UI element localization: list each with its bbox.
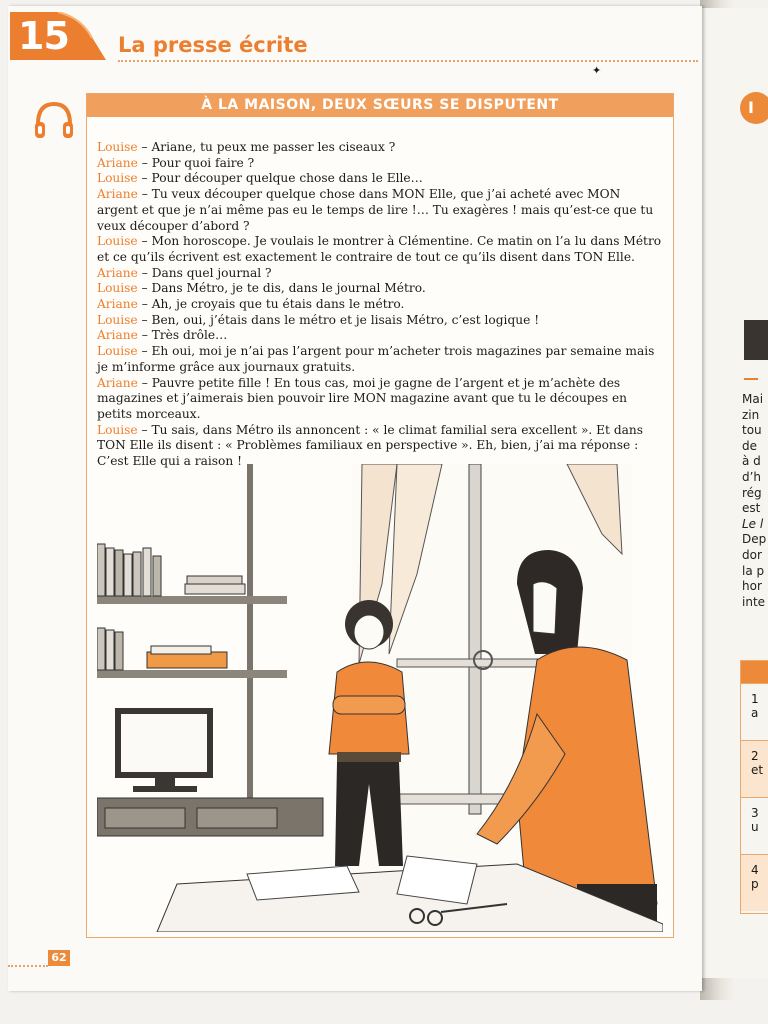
speaker-name: Louise [97,422,138,437]
dialog-line [97,281,663,297]
dialog-line [97,171,663,187]
line-text: – Mon horoscope. Je voulais le montrer à Clémentine. Ce matin on l’a lu dans Métro et ce qu’ils écrivent est exactement le contraire de tout ce qu’ils disent dans TON Elle. [97,234,662,264]
dialog-line [97,423,663,470]
page-number: 62 [48,950,70,966]
dialog-text [97,140,663,470]
speaker-name: Louise [97,281,138,296]
line-text: – Eh oui, moi je n’ai pas l’argent pour m’acheter trois magazines par semaine mais je m’informe grâce aux journaux gratuits. [97,344,655,374]
speaker-name: Ariane [97,297,138,312]
speaker-name: Louise [97,234,138,249]
speaker-name: Ariane [97,265,138,280]
line-text: – Ah, je croyais que tu étais dans le métro. [137,297,405,312]
arrow-icon [744,378,758,380]
speaker-name: Louise [97,344,138,359]
dialog-line [97,187,663,234]
text-line: zin [742,407,760,422]
speaker-name: Ariane [97,155,138,170]
line-text: – Très drôle… [137,328,228,343]
line-text: – Dans quel journal ? [137,265,272,280]
small-mark: ✦ [592,64,602,77]
box-heading: À LA MAISON, DEUX SŒURS SE DISPUTENT [87,94,673,117]
text-line: rég [742,485,762,500]
line-text: – Tu sais, dans Métro ils annoncent : « le climat familial sera excellent ». Et dans TON Elle ils disent : « Problèmes familiaux en perspective ». Eh, bien, j’ai ma réponse : C’est Elle qui a raison ! [97,422,643,469]
speaker-name: Ariane [97,328,138,343]
line-text: – Pour quoi faire ? [137,155,255,170]
title-divider [118,60,698,62]
text-line: Le l [742,516,764,531]
dialog-line [97,156,663,172]
line-text: – Ben, oui, j’étais dans le métro et je lisais Métro, c’est logique ! [137,312,540,327]
dialog-line [97,297,663,313]
text-line: est [742,501,761,516]
speaker-name: Ariane [97,375,138,390]
line-text: – Ariane, tu peux me passer les ciseaux ? [137,140,396,154]
text-line: tou [742,423,762,438]
right-page-text [742,392,768,610]
table-row: 3 u [741,797,768,854]
text-line: de [742,438,757,453]
dialog-line [97,266,663,282]
speaker-name: Louise [97,171,138,186]
table-row: 2 et [741,740,768,797]
dialog-line [97,376,663,423]
table-row: 1 a [741,683,768,740]
line-text: – Tu veux découper quelque chose dans MON Elle, que j’ai acheté avec MON argent et que je n’ai même pas eu le temps de lire !… Tu exagères ! mais qu’est-ce que tu veux découper d’abord ? [97,187,654,233]
dialog-line [97,313,663,329]
table-header [741,661,768,683]
dialog-line [97,328,663,344]
speaker-name: Ariane [97,187,138,202]
table-row: 4 p [741,854,768,911]
headphones-icon [32,98,76,142]
text-line: à d [742,454,761,469]
text-line: la p [742,563,765,578]
dialog-line [97,234,663,265]
speaker-name: Louise [97,312,138,327]
line-text: – Pour découper quelque chose dans le Elle… [137,171,423,186]
text-line: hor [742,579,762,594]
right-page-image-fragment [744,320,768,360]
text-line: dor [742,547,762,562]
page-number-divider [8,965,48,967]
right-page-badge: I [740,92,768,124]
speaker-name: Louise [97,140,138,154]
text-line: d’h [742,469,762,484]
text-line: inte [742,594,766,609]
dialog-box [86,93,674,938]
text-line: Dep [742,532,767,547]
sisters-illustration [97,464,663,932]
page-title: La presse écrite [118,33,308,57]
text-line: Mai [742,392,764,406]
line-text: – Pauvre petite fille ! En tous cas, moi je gagne de l’argent et je m’achète des magazines et j’aimerais bien pouvoir lire MON magazine avant que tu le découpes en petits morceaux. [97,375,628,421]
right-page-table [740,660,768,914]
line-text: – Dans Métro, je te dis, dans le journal Métro. [137,281,426,296]
dialog-line [97,140,663,156]
dialog-line [97,344,663,375]
lesson-number: 15 [18,14,69,58]
